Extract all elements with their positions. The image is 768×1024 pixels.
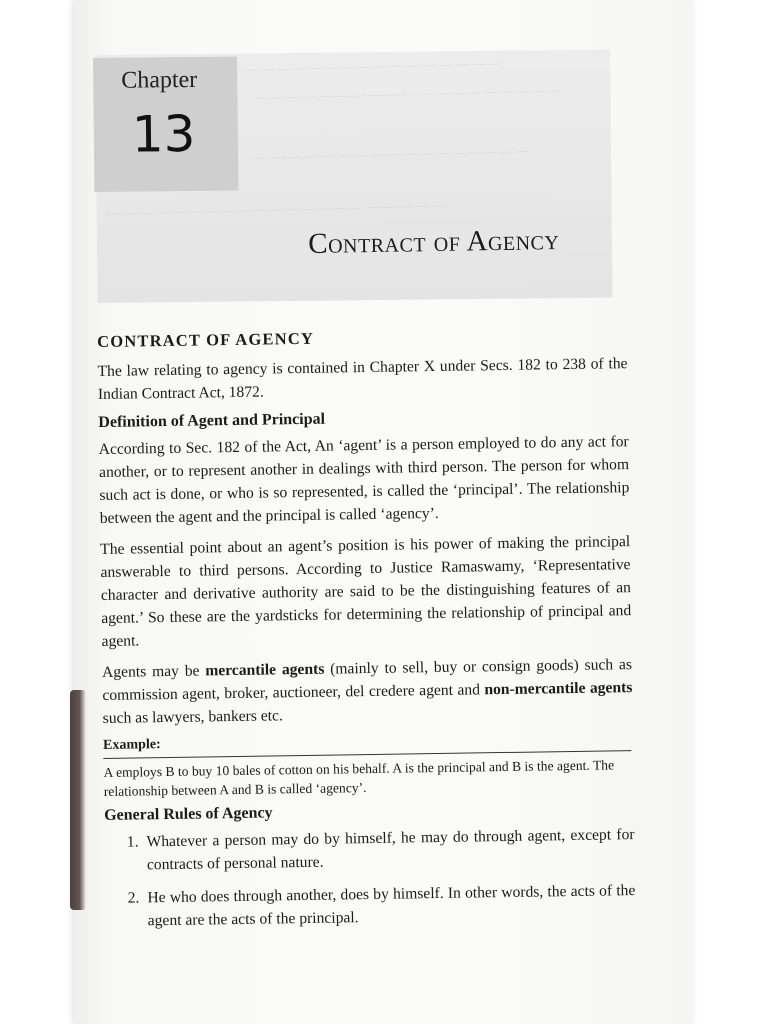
binding-shadow [70, 690, 86, 910]
list-item-text: Whatever a person may do by himself, he may do through agent, except for contracts of personal nature. [146, 826, 635, 874]
bleed-through-text: — — — — — — — — — — — — — — — — — — — — — [106, 199, 445, 224]
para3-text-e: such as lawyers, bankers etc. [102, 707, 283, 727]
para3-text-c: (mainly to sell, buy or consign goods) such as commission agent, broker, auctioneer, del credere agent and [102, 656, 633, 704]
intro-paragraph: The law relating to agency is contained in Chapter X under Secs. 182 to 238 of the Indian Contract Act, 1872. [97, 355, 628, 403]
list-item [105, 879, 636, 933]
chapter-label: Chapter [121, 66, 198, 94]
list-item [104, 823, 635, 877]
definition-paragraph-2: The essential point about an agent’s position is his power of making the principal answerable to third persons. According to Justice Ramaswamy, ‘Representative character and derivative authority are said to be the distinguishing features of an agent.’ So these are the yardsticks for determining the relationship of principal and agent. [100, 533, 632, 650]
list-item-number: 1. [126, 833, 139, 851]
definition-heading: Definition of Agent and Principal [98, 410, 326, 431]
bleed-through-text: — — — — — — — — — — — — — — — — — — — [255, 84, 562, 108]
list-item-number: 2. [127, 889, 140, 907]
section-heading: CONTRACT OF AGENCY [97, 328, 315, 351]
general-rules-list [104, 823, 635, 933]
definition-paragraph-3 [102, 653, 633, 730]
para3-text-a: Agents may be [101, 662, 206, 681]
page-body [97, 324, 636, 943]
example-text: A employs B to buy 10 bales of cotton on his behalf. A is the principal and B is the agent. The relationship between A and B is called ‘agency’. [103, 757, 615, 799]
general-rules-heading: General Rules of Agency [104, 804, 273, 824]
mercantile-agents-term: mercantile agents [205, 660, 325, 680]
bleed-through-text: — — — — — — — — — — — — — — — — [245, 57, 503, 80]
chapter-title: Contract of Agency [308, 224, 560, 260]
bleed-through-text: — — — — — — — — — — — — — — — — — [255, 145, 530, 168]
chapter-number-box [93, 56, 238, 192]
non-mercantile-agents-term: non-mercantile agents [484, 679, 633, 699]
chapter-number: 13 [131, 104, 196, 164]
definition-paragraph-1: According to Sec. 182 of the Act, An ‘agent’ is a person employed to do any act for another, or to represent another in dealings with third person. The person for whom such act is done, or who is so represented, is called the ‘principal’. The relationship between the agent and the principal is called ‘agency’. [98, 433, 630, 527]
list-item-text: He who does through another, does by himself. In other words, the acts of the agent are the acts of the principal. [147, 882, 636, 930]
example-label: Example: [103, 737, 161, 753]
